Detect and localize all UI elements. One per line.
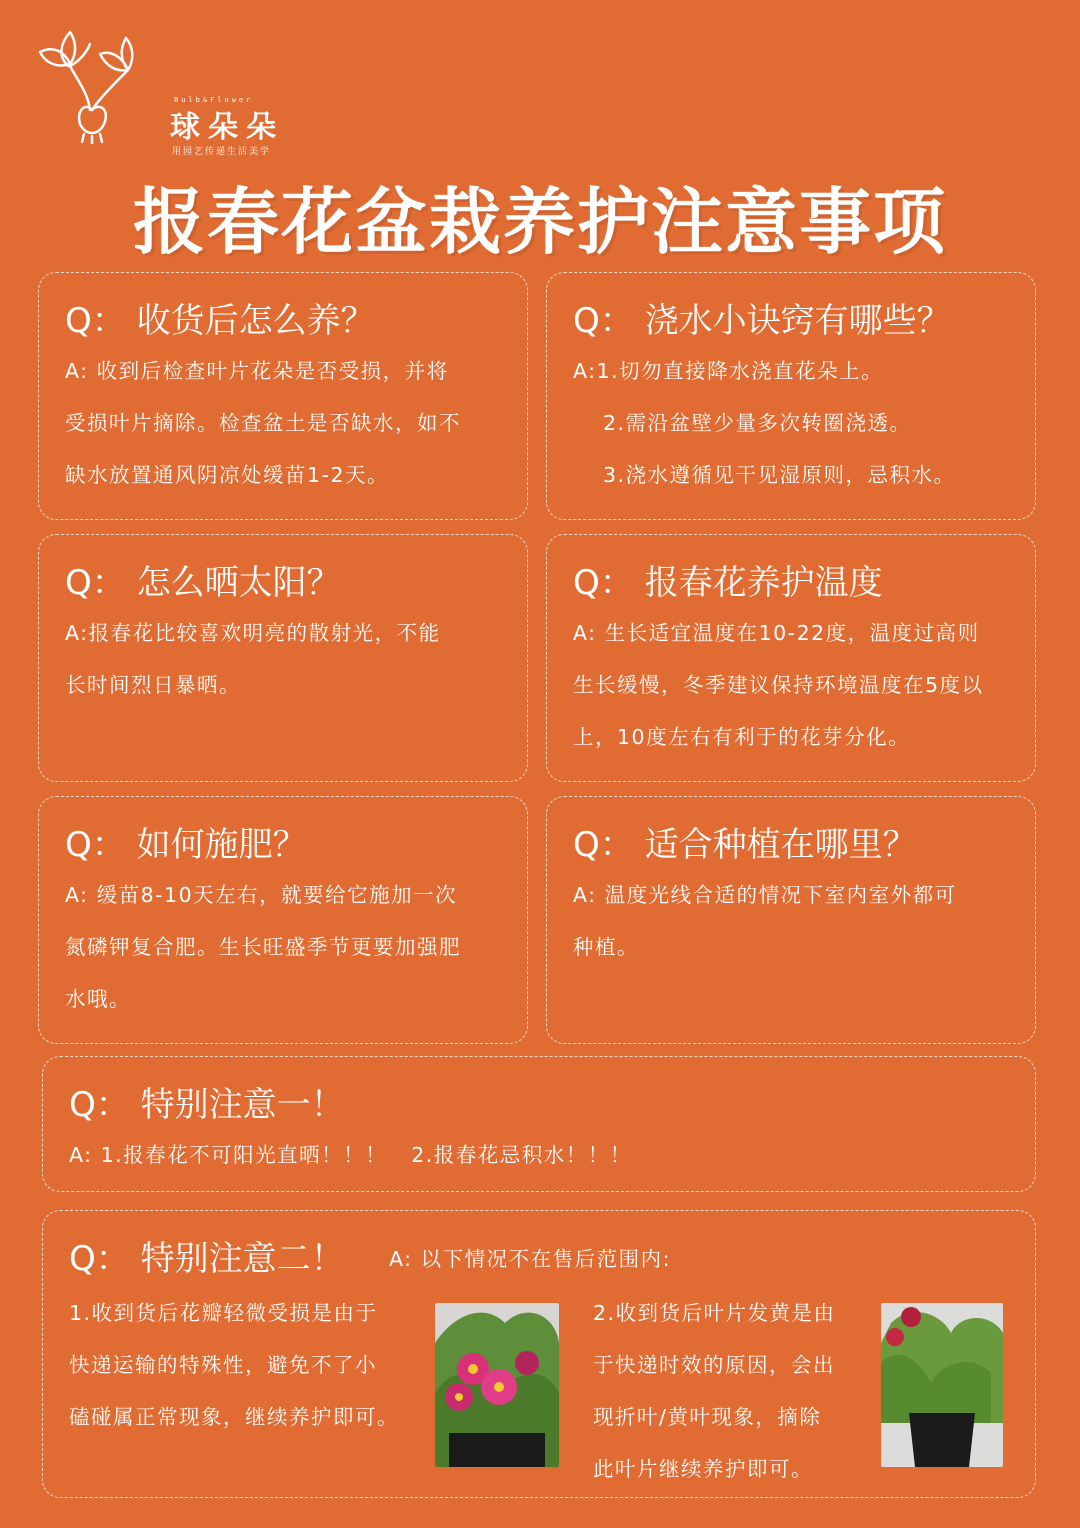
- note-right-text: 2.收到货后叶片发黄是由 于快递时效的原因，会出 现折叶/黄叶现象，摘除 此叶片继续养护即可。: [593, 1301, 836, 1481]
- qa-card-fertilizing: [38, 796, 528, 1044]
- special-note-one: [42, 1056, 1036, 1192]
- answer: A:1.切勿直接降水浇直花朵上。 2.需沿盆壁少量多次转圈浇透。 3.浇水遵循见干见湿原则，忌积水。: [573, 359, 956, 487]
- qa-card-location: [546, 796, 1036, 1044]
- special-note-two: [42, 1210, 1036, 1498]
- question: Q： 怎么晒太阳？: [65, 563, 341, 603]
- primrose-flower-photo: [435, 1303, 559, 1467]
- question: Q： 浇水小诀窍有哪些？: [573, 301, 951, 341]
- brand-slogan: 用园艺传递生活美学: [172, 147, 272, 157]
- qa-card-sunlight: [38, 534, 528, 782]
- question: Q： 收货后怎么养？: [65, 301, 375, 341]
- question: Q： 特别注意二！: [69, 1239, 345, 1279]
- answer: A: 1.报春花不可阳光直晒！！！ 2.报春花忌积水！！！: [69, 1143, 632, 1167]
- qa-card-temperature: [546, 534, 1036, 782]
- question: Q： 适合种植在哪里？: [573, 825, 917, 865]
- qa-card-receiving: [38, 272, 528, 520]
- brand-name: 球朵朵: [170, 110, 284, 145]
- question: Q： 报春花养护温度: [573, 563, 883, 603]
- note-left-text: 1.收到货后花瓣轻微受损是由于 快递运输的特殊性，避免不了小 磕碰属正常现象，继续养护即可。: [69, 1301, 399, 1429]
- potted-primrose-photo: [881, 1303, 1003, 1467]
- answer: A: 温度光线合适的情况下室内室外都可 种植。: [573, 883, 957, 959]
- lily-bulb-icon: [30, 14, 160, 144]
- qa-card-watering: [546, 272, 1036, 520]
- question: Q： 特别注意一！: [69, 1085, 345, 1125]
- answer: A:报春花比较喜欢明亮的散射光，不能 长时间烈日暴晒。: [65, 621, 441, 697]
- note-intro: A: 以下情况不在售后范围内:: [389, 1247, 671, 1271]
- answer: A: 缓苗8-10天左右，就要给它施加一次 氮磷钾复合肥。生长旺盛季节更要加强肥 水哦。: [65, 883, 461, 1011]
- page-title: 报春花盆栽养护注意事项: [132, 180, 947, 264]
- brand-logo: [30, 14, 310, 157]
- answer: A: 生长适宜温度在10-22度，温度过高则 生长缓慢，冬季建议保持环境温度在5度以 上，10度左右有利于的花芽分化。: [573, 621, 984, 749]
- brand-english: Bulb&Flower: [174, 96, 254, 104]
- answer: A: 收到后检查叶片花朵是否受损，并将 受损叶片摘除。检查盆土是否缺水，如不 缺水放置通风阴凉处缓苗1-2天。: [65, 359, 461, 487]
- question: Q： 如何施肥？: [65, 825, 307, 865]
